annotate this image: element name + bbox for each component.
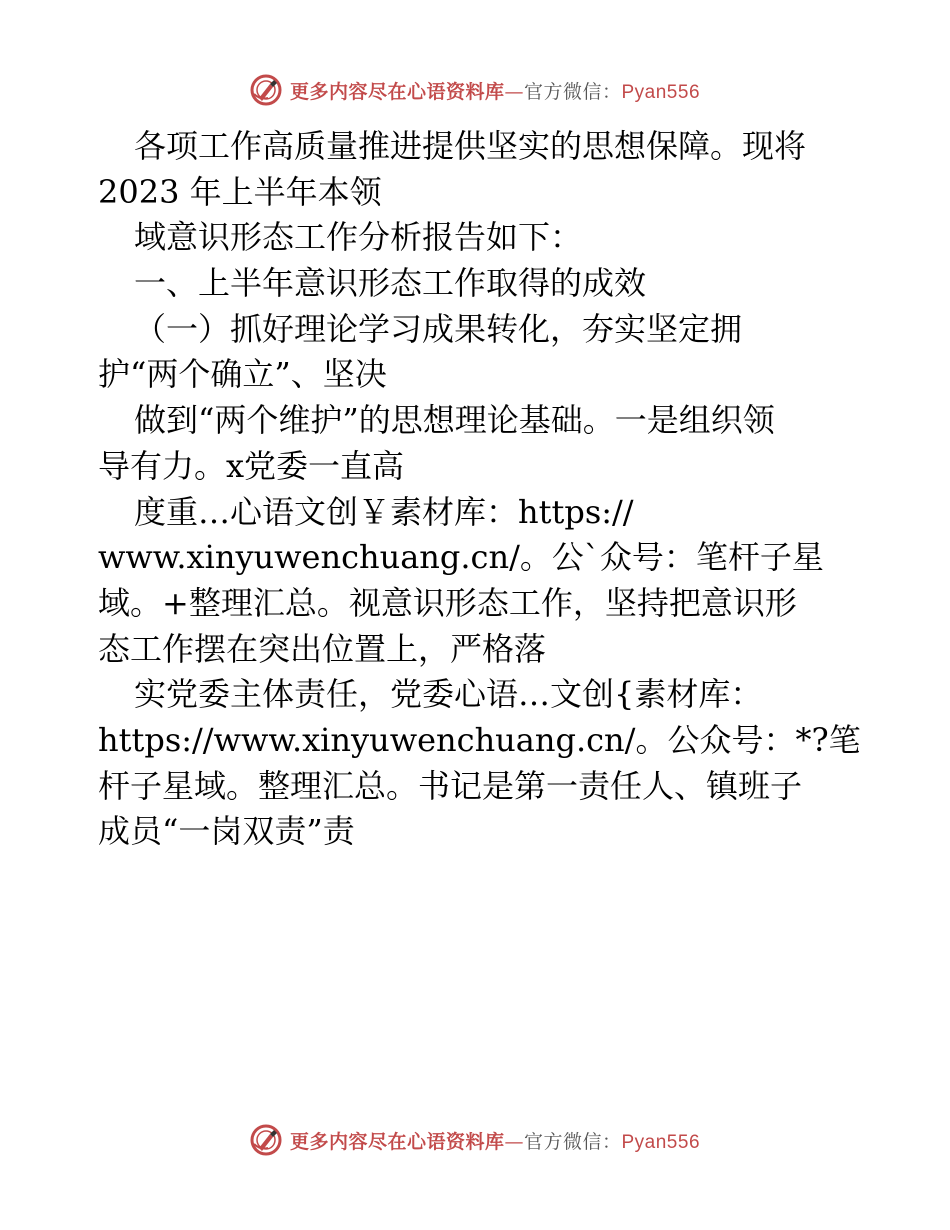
- header-banner-id: Pyan556: [621, 81, 701, 103]
- header-banner: [0, 70, 950, 110]
- text-line: 域意识形态工作分析报告如下：: [134, 218, 583, 257]
- header-banner-content: [250, 74, 700, 106]
- text-line: 成员“一岗双责”责: [98, 812, 355, 851]
- text-line: 2023 年上半年本领: [98, 172, 382, 211]
- header-banner-text: [290, 77, 700, 104]
- text-line: www.xinyuwenchuang.cn/。公`众号：笔杆子星: [98, 538, 824, 577]
- text-line: 做到“两个维护”的思想理论基础。一是组织领: [134, 401, 775, 440]
- pen-logo-icon: [250, 74, 282, 106]
- footer-banner-id: Pyan556: [621, 1131, 701, 1153]
- text-line: 域。+整理汇总。视意识形态工作，坚持把意识形: [98, 583, 797, 622]
- footer-banner-official: 官方微信：: [523, 1130, 622, 1153]
- header-banner-main: 更多内容尽在心语资料库: [289, 80, 505, 103]
- text-line: 导有力。x党委一直高: [98, 446, 405, 485]
- document-body: [98, 124, 861, 855]
- section-heading: 一、上半年意识形态工作取得的成效: [134, 264, 647, 303]
- text-line: 各项工作高质量推进提供坚实的思想保障。现将: [134, 127, 807, 165]
- subsection-heading: （一）抓好理论学习成果转化，夯实坚定拥: [134, 309, 743, 348]
- text-line: 度重…心语文创￥素材库：https://: [134, 492, 634, 531]
- pen-logo-icon: [250, 1124, 282, 1156]
- text-line: 态工作摆在突出位置上，严格落: [98, 629, 547, 668]
- text-line: 实党委主体责任，党委心语…文创{素材库：: [134, 675, 763, 714]
- footer-banner-content: [250, 1124, 700, 1156]
- footer-banner-text: [290, 1127, 700, 1154]
- text-line: https://www.xinyuwenchuang.cn/。公众号：*?笔: [98, 720, 861, 759]
- text-line: 护“两个确立”、坚决: [98, 355, 387, 394]
- header-banner-dash: —: [504, 80, 524, 103]
- footer-banner: [0, 1120, 950, 1160]
- text-line: 杆子星域。整理汇总。书记是第一责任人、镇班子: [98, 766, 803, 805]
- footer-banner-main: 更多内容尽在心语资料库: [289, 1130, 505, 1153]
- header-banner-official: 官方微信：: [523, 80, 622, 103]
- footer-banner-dash: —: [504, 1130, 524, 1153]
